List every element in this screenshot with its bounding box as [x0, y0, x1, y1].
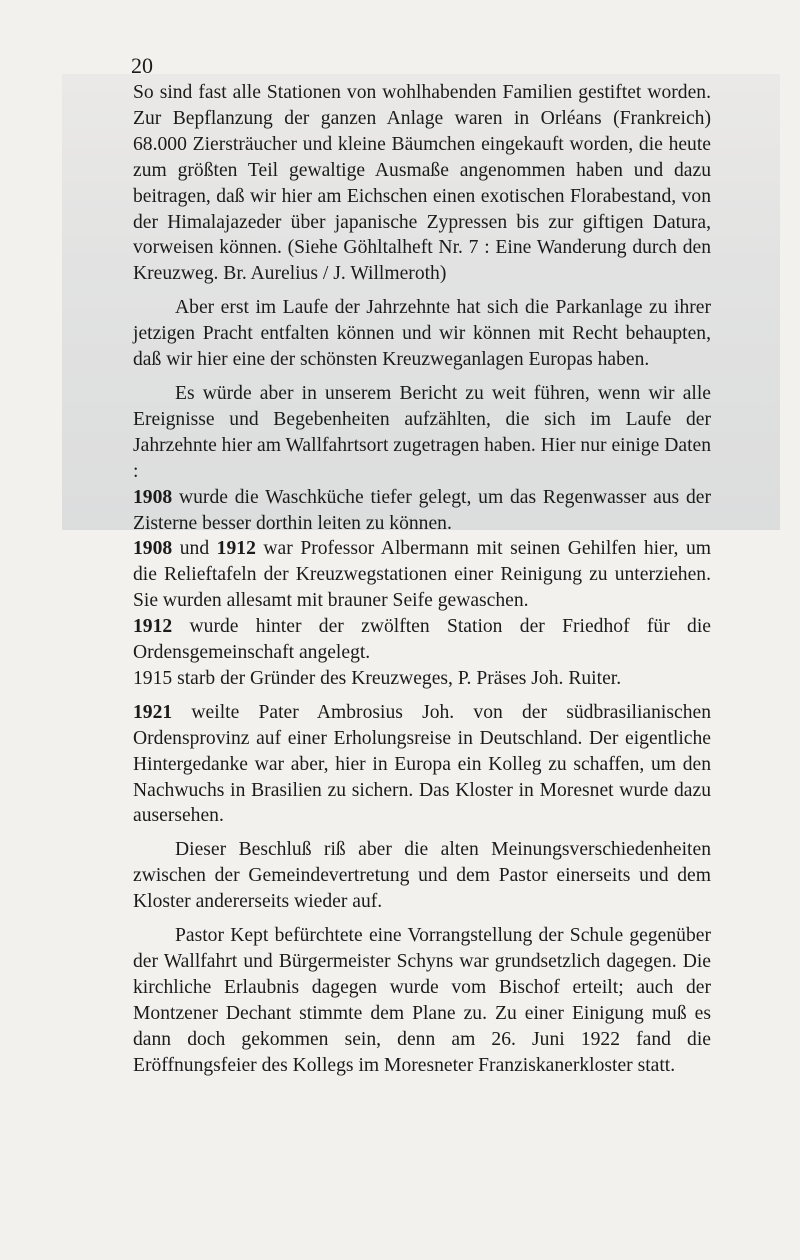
entry-text: wurde hinter der zwölften Station der Friedhof für die Ordensgemeinschaft angelegt. — [133, 616, 711, 664]
entry-text: war Professor Albermann mit seinen Gehilfen hier, um die Relieftafeln der Kreuzwegstationen einer Reinigung zu unterziehen. Sie wurden allesamt mit brauner Seife gewaschen. — [133, 538, 712, 612]
paragraph: So sind fast alle Stationen von wohlhabenden Familien gestiftet worden. Zur Bepflanzung der ganzen Anlage waren in Orléans (Frankreich) 68.000 Ziersträucher und kleine Bäumchen eingekauft worden, die heute zum größten Teil gewaltige Ausmaße angenommen haben und dazu beitragen, daß wir hier am Eichschen einen exotischen Florabestand, von der Himalajazeder über japanische Zypressen bis zur giftigen Datura, vorweisen können. (Siehe Göhltalheft Nr. 7 : Eine Wanderung durch den Kreuzweg. Br. Aurelius / J. Willmeroth) — [133, 82, 711, 285]
paragraph: Aber erst im Laufe der Jahrzehnte hat sich die Parkanlage zu ihrer jetzigen Pracht entfalten können und wir können mit Recht behaupten, daß wir hier eine der schönsten Kreuzweganlagen Europas haben. — [133, 297, 711, 371]
chronology-entry — [133, 614, 711, 666]
paragraph: Es würde aber in unserem Bericht zu weit führen, wenn wir alle Ereignisse und Begebenheiten aufzählten, die sich im Laufe der Jahrzehnte hier am Wallfahrtsort zugetragen haben. Hier nur einige Daten : — [133, 382, 712, 482]
chronology-entry — [133, 700, 711, 830]
paragraph: Pastor Kept befürchtete eine Vorrangstellung der Schule gegenüber der Wallfahrt und Bürgermeister Schyns war grundsetzlich dagegen. Die kirchliche Erlaubnis dagegen wurde vom Bischof erteilt; auch der Montzener Dechant stimmte dem Plane zu. Zu einer Einigung muß es dann doch gekommen sein, denn am 26. Juni 1922 fand die Eröffnungsfeier des Kollegs im Moresneter Franziskanerkloster statt. — [133, 925, 711, 1076]
body-text — [133, 80, 711, 1079]
entry-year: 1912 — [133, 616, 173, 638]
entry-year: 1921 — [133, 701, 173, 723]
entry-year: 1908 — [133, 538, 173, 560]
entry-connector: und — [172, 538, 217, 560]
entry-year: 1915 — [133, 667, 173, 689]
chronology-entry — [133, 536, 711, 614]
entry-year: 1908 — [133, 486, 173, 508]
page-number: 20 — [131, 53, 153, 78]
entry-year-second: 1912 — [216, 538, 256, 560]
entry-text: wurde die Waschküche tiefer gelegt, um das Regenwasser aus der Zisterne besser dorthin leiten zu können. — [133, 486, 711, 534]
paragraph: Dieser Beschluß riß aber die alten Meinungsverschiedenheiten zwischen der Gemeindevertretung und dem Pastor einerseits und dem Kloster andererseits wieder auf. — [133, 839, 711, 913]
chronology-entry — [133, 666, 711, 692]
entry-text: weilte Pater Ambrosius Joh. von der südbrasilianischen Ordensprovinz auf einer Erholungsreise in Deutschland. Der eigentliche Hintergedanke war aber, hier in Europa ein Kolleg zu schaffen, um den Nachwuchs in Brasilien zu sichern. Das Kloster in Moresnet wurde dazu ausersehen. — [133, 701, 711, 827]
chronology-entry — [133, 485, 711, 537]
entry-text: starb der Gründer des Kreuzweges, P. Präses Joh. Ruiter. — [172, 667, 622, 689]
